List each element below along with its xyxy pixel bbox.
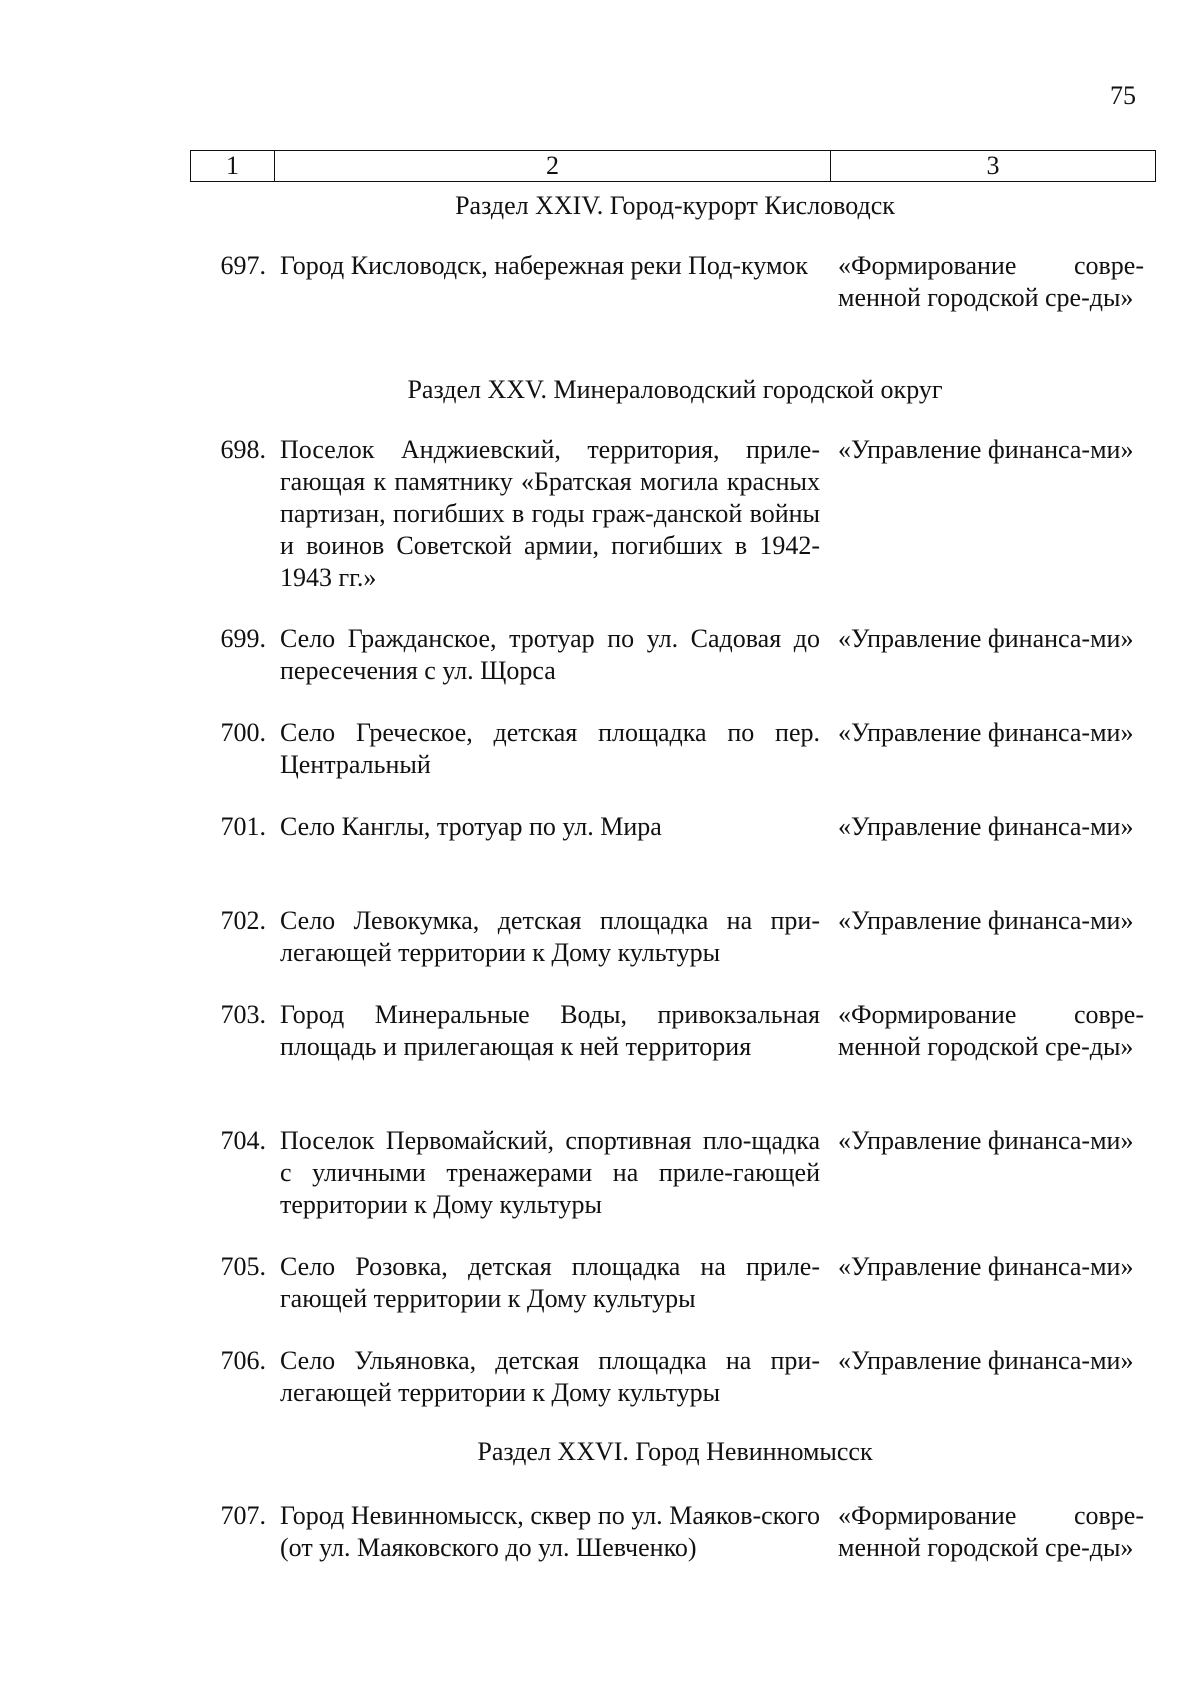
header-col-2: 2: [275, 151, 831, 181]
page-number: 75: [1110, 81, 1136, 110]
row-program: «Формирование совре-менной городской сре-ды»: [838, 1501, 1144, 1562]
row-number: 706.: [220, 1346, 266, 1375]
table-header-row: [190, 150, 1156, 182]
row-object-name: Село Левокумка, детская площадка на при-легающей территории к Дому культуры: [280, 906, 820, 967]
row-object-name: Город Минеральные Воды, привокзальная площадь и прилегающая к ней территория: [280, 1000, 820, 1061]
section-title-xxvi: Раздел XXVI. Город Невинномысск: [477, 1437, 873, 1466]
section-title-xxv: Раздел XXV. Минераловодский городской округ: [407, 375, 943, 404]
row-object-name: Поселок Первомайский, спортивная пло-щадка с уличными тренажерами на приле-гающей территории к Дому культуры: [280, 1126, 820, 1219]
row-number: 704.: [220, 1126, 266, 1155]
row-object-name: Село Розовка, детская площадка на приле-гающей территории к Дому культуры: [280, 1252, 820, 1313]
row-program: «Управление финанса-ми»: [838, 718, 1134, 747]
row-program: «Управление финанса-ми»: [838, 435, 1134, 464]
row-number: 702.: [220, 906, 266, 935]
row-number: 697.: [220, 251, 266, 280]
row-number: 701.: [220, 812, 266, 841]
row-number: 707.: [220, 1501, 266, 1530]
header-col-3: 3: [986, 151, 1000, 180]
row-program: «Формирование совре-менной городской сре-ды»: [838, 251, 1144, 312]
row-object-name: Село Гражданское, тротуар по ул. Садовая до пересечения с ул. Щорса: [280, 624, 820, 685]
row-number: 700.: [220, 718, 266, 747]
row-program: «Управление финанса-ми»: [838, 906, 1134, 935]
row-program: «Управление финанса-ми»: [838, 812, 1134, 841]
row-object-name: Поселок Анджиевский, территория, приле-гающая к памятнику «Братская могила красных партизан, погибших в годы граж-данской войны и воинов Советской армии, погибших в 1942-1943 гг.»: [280, 435, 820, 592]
row-object-name: Село Канглы, тротуар по ул. Мира: [280, 812, 662, 841]
row-program: «Управление финанса-ми»: [838, 624, 1134, 653]
row-program: «Управление финанса-ми»: [838, 1126, 1134, 1155]
row-number: 699.: [220, 624, 266, 653]
row-number: 698.: [220, 435, 266, 464]
row-object-name: Село Ульяновка, детская площадка на при-легающей территории к Дому культуры: [280, 1346, 820, 1407]
row-program: «Управление финанса-ми»: [838, 1346, 1134, 1375]
row-number: 703.: [220, 1000, 266, 1029]
row-number: 705.: [220, 1252, 266, 1281]
row-object-name: Город Кисловодск, набережная реки Под-кумок: [280, 251, 809, 280]
header-col-1: 1: [191, 151, 275, 181]
row-object-name: Село Греческое, детская площадка по пер. Центральный: [280, 718, 820, 779]
row-object-name: Город Невинномысск, сквер по ул. Маяков-ского (от ул. Маяковского до ул. Шевченко): [280, 1501, 820, 1562]
section-title-xxiv: Раздел XXIV. Город-курорт Кисловодск: [455, 191, 895, 220]
row-program: «Управление финанса-ми»: [838, 1252, 1134, 1281]
row-program: «Формирование совре-менной городской сре-ды»: [838, 1000, 1144, 1061]
